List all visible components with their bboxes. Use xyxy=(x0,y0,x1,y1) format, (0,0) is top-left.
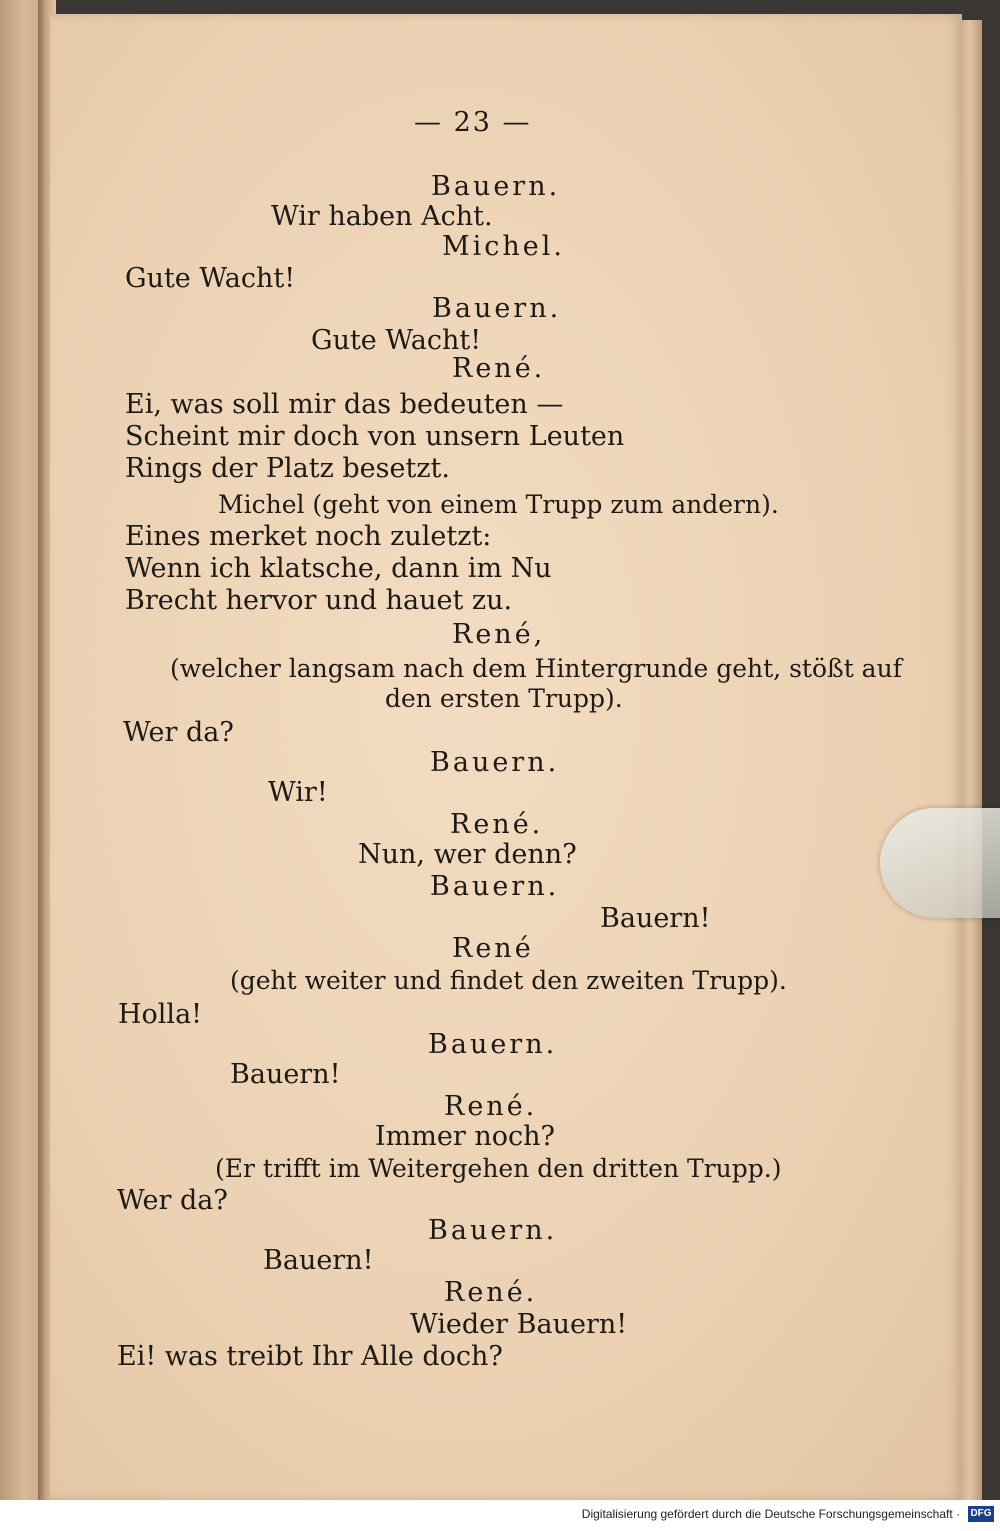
stage-direction: (welcher langsam nach dem Hintergrunde geht, stößt auf xyxy=(170,654,902,683)
verse-line: Wir haben Acht. xyxy=(271,201,493,232)
stage-direction: den ersten Trupp). xyxy=(385,684,623,713)
verse-line: Wir! xyxy=(268,777,328,808)
stage-direction: (Er trifft im Weitergehen den dritten Trupp.) xyxy=(215,1154,782,1183)
stage-direction: (geht weiter und findet den zweiten Trupp). xyxy=(230,966,787,995)
footer-bar xyxy=(0,1500,1000,1531)
verse-line: Rings der Platz besetzt. xyxy=(125,453,450,484)
verse-line: Nun, wer denn? xyxy=(358,839,577,870)
verse-line: Ei! was treibt Ihr Alle doch? xyxy=(117,1341,503,1372)
verse-line: Eines merket noch zuletzt: xyxy=(125,521,492,552)
verse-line: Ei, was soll mir das bedeuten — xyxy=(125,389,564,420)
speaker-label: Bauern. xyxy=(428,1215,558,1246)
speaker-label: René. xyxy=(444,1091,538,1122)
verse-line: Brecht hervor und hauet zu. xyxy=(125,585,513,616)
verse-line: Wer da? xyxy=(123,717,234,748)
speaker-label: René. xyxy=(444,1277,538,1308)
speaker-label: René, xyxy=(452,619,546,650)
speaker-label: Bauern. xyxy=(428,1029,558,1060)
speaker-label: René. xyxy=(450,809,544,840)
verse-line: Bauern! xyxy=(230,1059,341,1090)
speaker-label: René. xyxy=(452,353,546,384)
speaker-label: Bauern. xyxy=(431,171,561,202)
speaker-label: Michel. xyxy=(442,231,565,262)
verse-line: Holla! xyxy=(118,999,203,1030)
verse-line: Scheint mir doch von unsern Leuten xyxy=(125,421,625,452)
verse-line: Wieder Bauern! xyxy=(410,1309,628,1340)
verse-line: Bauern! xyxy=(600,903,711,934)
verse-line: Wer da? xyxy=(117,1185,228,1216)
verse-line: Immer noch? xyxy=(375,1121,555,1152)
speaker-label: Bauern. xyxy=(430,747,560,778)
speaker-label: René xyxy=(452,933,534,964)
verse-line: Wenn ich klatsche, dann im Nu xyxy=(125,553,552,584)
funding-credit: Digitalisierung gefördert durch die Deutsche Forschungsgemeinschaft · xyxy=(581,1507,960,1521)
page-number: — 23 — xyxy=(414,107,532,138)
dfg-logo: DFG xyxy=(968,1506,994,1522)
verse-line: Gute Wacht! xyxy=(125,263,296,294)
stage-direction: Michel (geht von einem Trupp zum andern). xyxy=(218,490,779,519)
speaker-label: Bauern. xyxy=(432,293,562,324)
speaker-label: Bauern. xyxy=(430,871,560,902)
verse-line: Bauern! xyxy=(263,1245,374,1276)
page-clip xyxy=(880,808,1000,918)
book-page xyxy=(50,14,962,1500)
verse-line: Gute Wacht! xyxy=(311,325,482,356)
